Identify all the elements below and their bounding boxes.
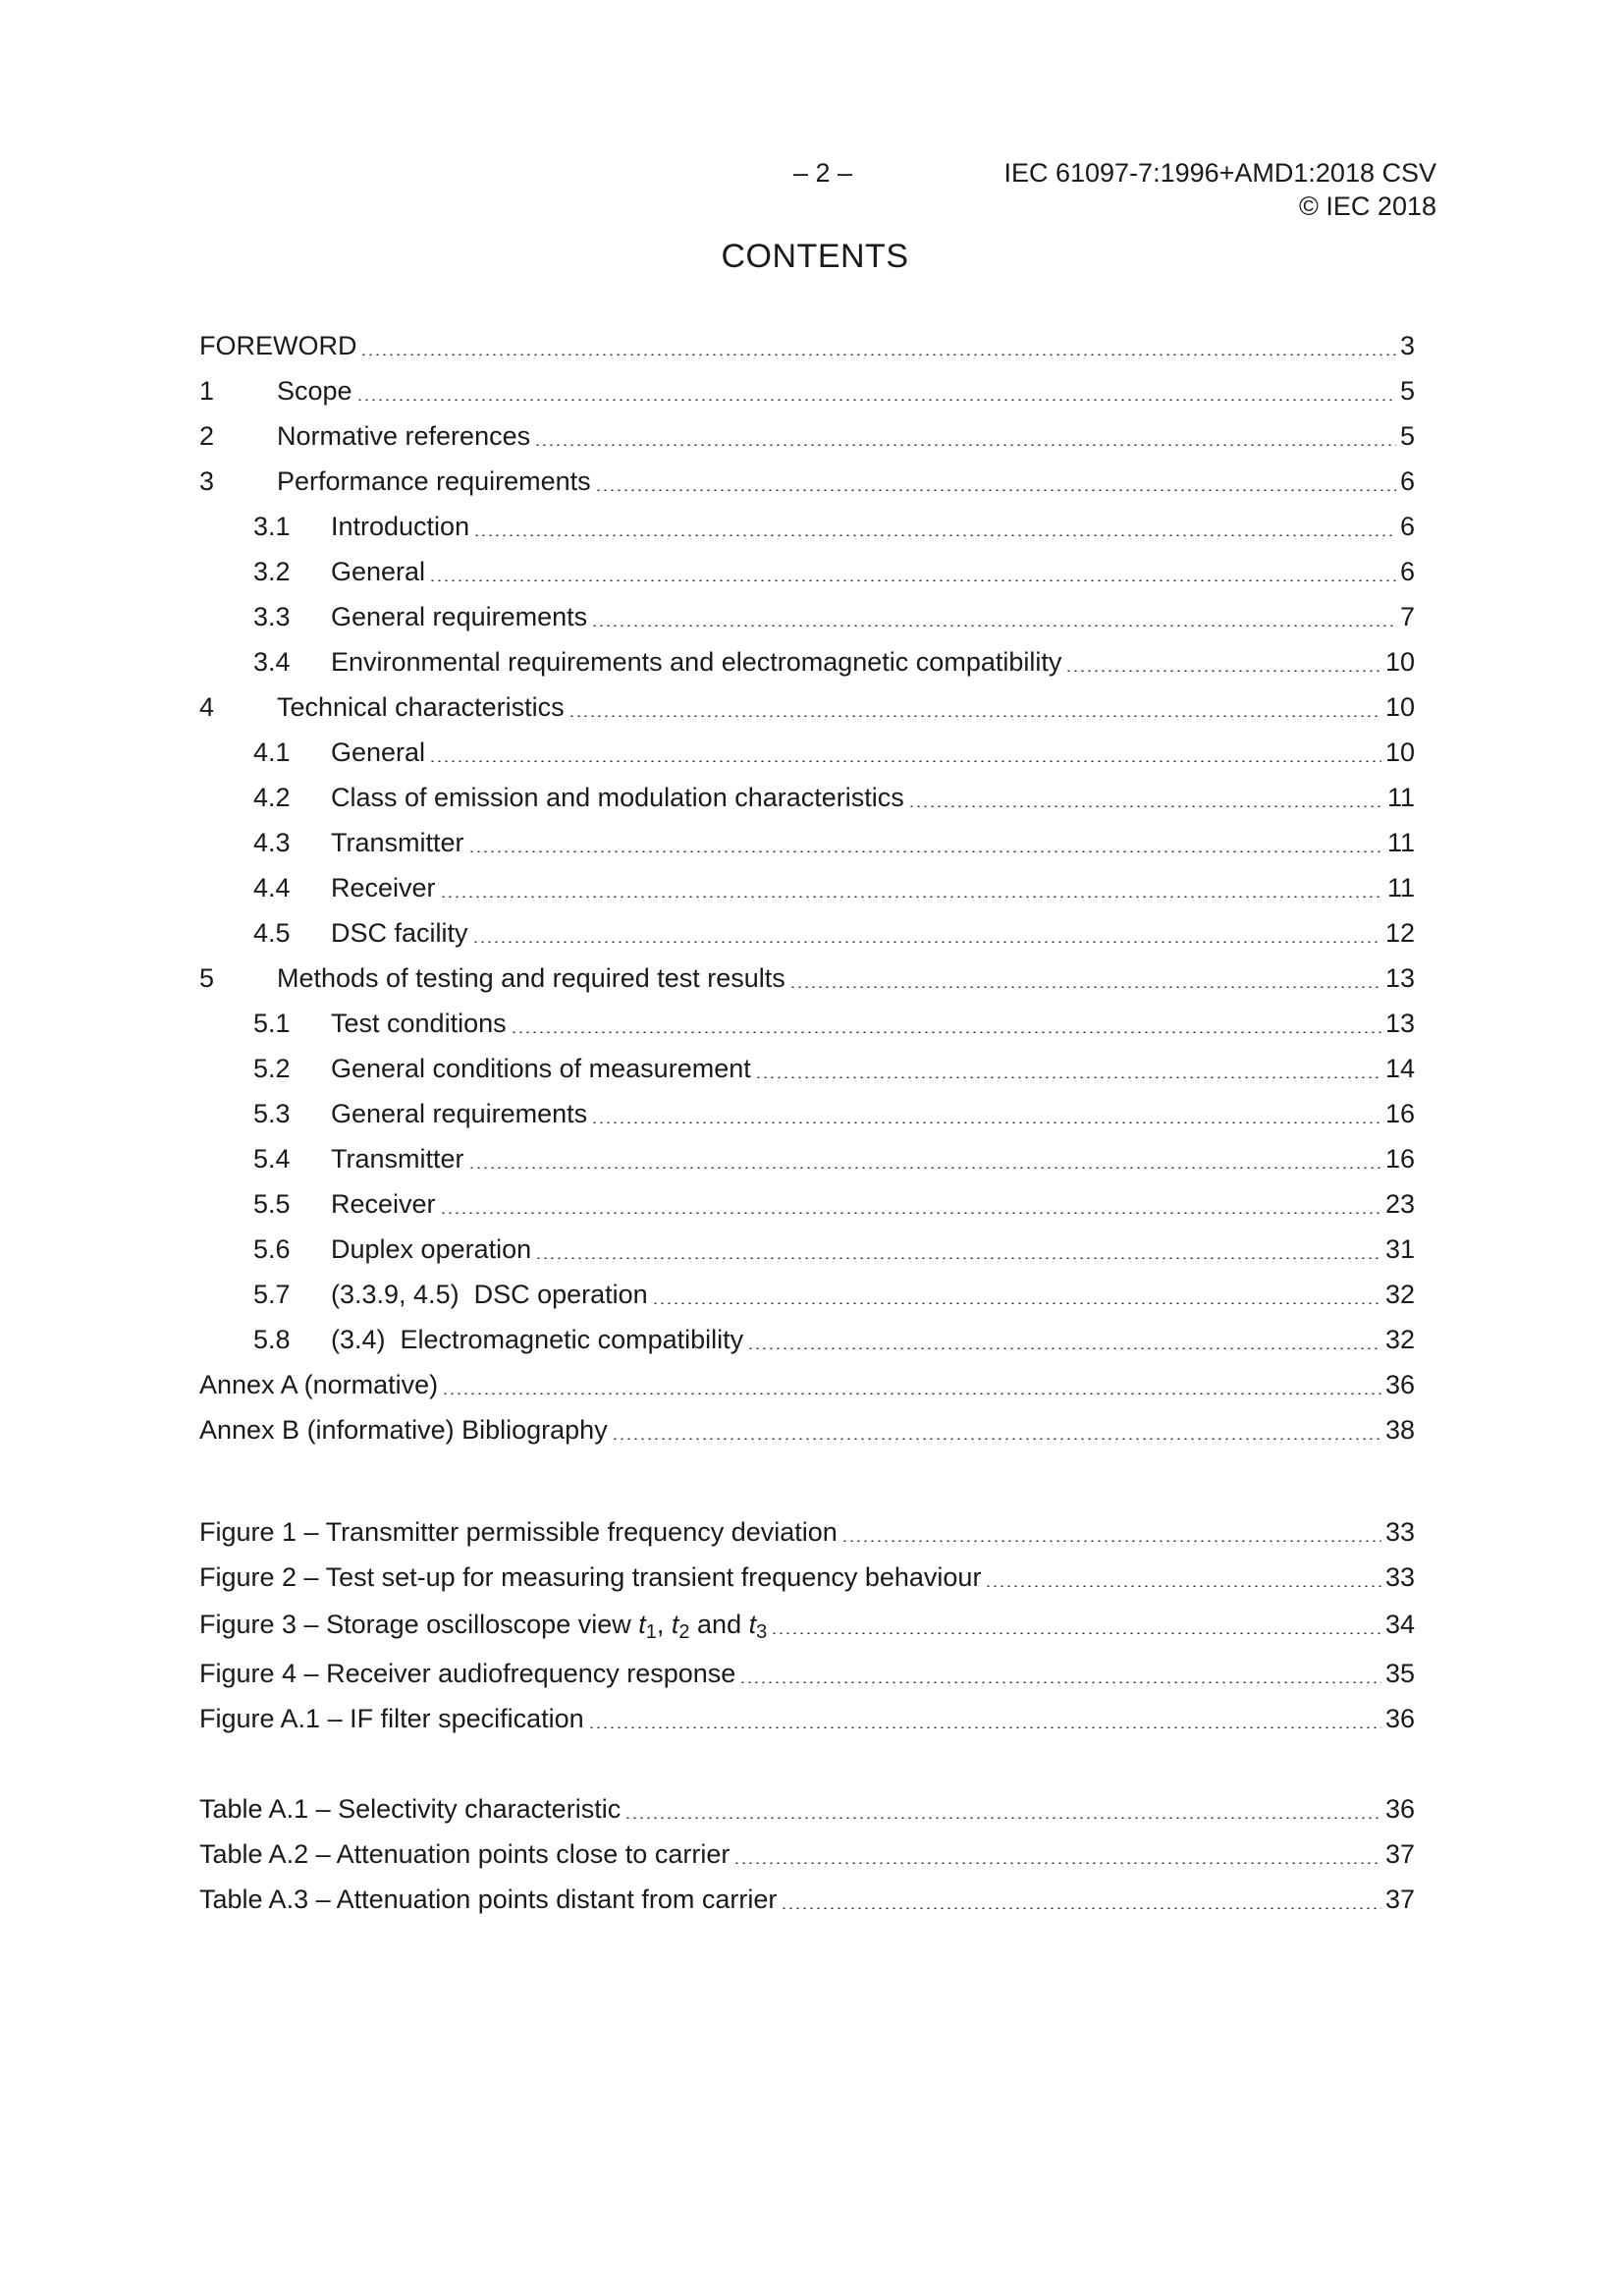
toc-entry-section-5-2[interactable] [199,1047,1415,1086]
toc-entry-section-3[interactable] [199,460,1415,499]
toc-entry-label: Figure 3 – Storage oscilloscope view $t_1$, $t_2$ and $t_3$ [199,1610,768,1643]
toc-entry-label: Receiver [331,1189,436,1219]
dot-leader [534,444,1396,446]
toc-entry-table-a3[interactable] [199,1878,1415,1917]
toc-entry-section-4-5[interactable] [199,911,1415,951]
toc-entry-page: 11 [1386,828,1415,857]
toc-entry-label: Normative references [277,421,531,451]
toc-entry-figure-4[interactable] [199,1652,1415,1691]
toc-entry-section-3-1[interactable] [199,505,1415,544]
toc-entry-page: 14 [1384,1054,1415,1083]
dot-leader [652,1302,1381,1304]
toc-entry-figure-1[interactable] [199,1510,1415,1550]
toc-entry-section-5-3[interactable] [199,1092,1415,1131]
toc-entry-page: 38 [1384,1415,1415,1445]
toc-entry-table-a1[interactable] [199,1787,1415,1827]
dot-leader [473,534,1396,536]
toc-entry-section-4[interactable] [199,685,1415,725]
toc-entry-number: 3 [199,466,215,496]
toc-entry-number: 4.1 [253,738,291,767]
toc-entry-figure-a1[interactable] [199,1697,1415,1736]
toc-entry-label: General [331,557,426,586]
toc-entry-number: 4.4 [253,873,291,902]
toc-entry-figure-2[interactable] [199,1556,1415,1595]
toc-entry-label: (3.3.9, 4.5) DSC operation [331,1280,648,1309]
toc-entry-number: 4.3 [253,828,291,857]
toc-entry-label: Technical characteristics [277,692,565,722]
toc-entry-section-5-7[interactable] [199,1273,1415,1312]
toc-entry-page: 33 [1384,1517,1415,1547]
toc-entry-figure-3[interactable] [199,1603,1415,1642]
dot-leader [591,625,1396,627]
dot-leader [612,1438,1381,1440]
dot-leader [588,1726,1381,1728]
copyright-notice: © IEC 2018 [1299,191,1436,221]
toc-entry-number: 4.5 [253,918,291,948]
toc-entry-page: 12 [1384,918,1415,948]
toc-entry-section-4-1[interactable] [199,731,1415,770]
toc-entry-section-3-3[interactable] [199,595,1415,634]
toc-entry-section-5-5[interactable] [199,1182,1415,1222]
toc-entry-label: Transmitter [331,1144,464,1174]
toc-entry-page: 32 [1384,1280,1415,1309]
toc-entry-page: 36 [1384,1704,1415,1733]
toc-entry-number: 5 [199,963,215,993]
toc-entry-page: 10 [1384,647,1415,677]
dot-leader [468,850,1383,852]
toc-entry-label: Table A.1 – Selectivity characteristic [199,1794,622,1824]
dot-leader [429,760,1381,762]
dot-leader [747,1347,1381,1349]
toc-entry-number: 2 [199,421,215,451]
toc-entry-label: (3.4) Electromagnetic compatibility [331,1325,744,1354]
toc-entry-section-1[interactable] [199,369,1415,409]
dot-leader [781,1907,1381,1909]
dot-leader [1065,670,1381,672]
toc-entry-page: 10 [1384,692,1415,722]
toc-entry-page: 11 [1386,783,1415,812]
toc-entry-number: 3.2 [253,557,291,586]
toc-entry-page: 16 [1384,1099,1415,1128]
toc-entry-section-5-1[interactable] [199,1002,1415,1041]
toc-entry-number: 5.8 [253,1325,291,1354]
toc-entry-page: 31 [1384,1234,1415,1264]
toc-entry-page: 7 [1399,602,1415,631]
toc-entry-section-5-6[interactable] [199,1228,1415,1267]
dot-leader [985,1585,1381,1587]
toc-entry-label: Performance requirements [277,466,591,496]
dot-leader [568,715,1381,717]
toc-entry-page: 3 [1399,331,1415,360]
toc-entry-page: 33 [1384,1562,1415,1592]
toc-entry-label: Figure 1 – Transmitter permissible frequency deviation [199,1517,838,1547]
toc-entry-page: 10 [1384,738,1415,767]
toc-entry-number: 5.2 [253,1054,291,1083]
dot-leader [739,1681,1381,1683]
toc-entry-label: Transmitter [331,828,464,857]
dot-leader [908,805,1383,807]
toc-entry-foreword[interactable] [199,324,1415,363]
toc-entry-section-5[interactable] [199,957,1415,996]
toc-entry-page: 13 [1384,963,1415,993]
toc-entry-label: Scope [277,376,352,406]
dot-leader [429,579,1396,581]
toc-entry-page: 5 [1399,421,1415,451]
toc-entry-section-4-3[interactable] [199,821,1415,860]
toc-entry-label: Annex A (normative) [199,1370,439,1399]
toc-entry-page: 6 [1399,466,1415,496]
toc-entry-table-a2[interactable] [199,1832,1415,1872]
toc-entry-label: General requirements [331,602,588,631]
dot-leader [755,1076,1381,1078]
dot-leader [472,941,1381,943]
toc-entry-number: 5.5 [253,1189,291,1219]
toc-entry-label: Test conditions [331,1009,507,1038]
toc-entry-page: 37 [1384,1885,1415,1914]
toc-entry-label: Environmental requirements and electromagnetic compatibility [331,647,1062,677]
dot-leader [733,1862,1381,1864]
toc-entry-label: DSC facility [331,918,468,948]
dot-leader [360,354,1395,355]
toc-entry-label: Annex B (informative) Bibliography [199,1415,608,1445]
toc-entry-label: Class of emission and modulation characteristics [331,783,904,812]
toc-entry-page: 13 [1384,1009,1415,1038]
dot-leader [841,1540,1381,1542]
toc-entry-number: 5.6 [253,1234,291,1264]
toc-entry-page: 16 [1384,1144,1415,1174]
toc-entry-number: 5.7 [253,1280,291,1309]
toc-entry-label: Figure 2 – Test set-up for measuring transient frequency behaviour [199,1562,982,1592]
toc-entry-page: 6 [1399,512,1415,541]
dot-leader [442,1393,1381,1394]
dot-leader [468,1167,1381,1169]
toc-entry-label: General requirements [331,1099,588,1128]
toc-entry-number: 3.3 [253,602,291,631]
dot-leader [511,1031,1381,1033]
toc-entry-section-3-2[interactable] [199,550,1415,589]
dot-leader [440,896,1383,898]
dot-leader [624,1817,1381,1819]
toc-entry-number: 5.4 [253,1144,291,1174]
dot-leader [771,1632,1381,1634]
toc-entry-number: 4.2 [253,783,291,812]
toc-entry-label: Methods of testing and required test results [277,963,785,993]
toc-entry-number: 1 [199,376,215,406]
toc-entry-label: Receiver [331,873,436,902]
toc-entry-label: General [331,738,426,767]
toc-entry-label: General conditions of measurement [331,1054,751,1083]
toc-entry-page: 34 [1384,1610,1415,1639]
toc-entry-label: Duplex operation [331,1234,532,1264]
toc-entry-section-5-4[interactable] [199,1137,1415,1176]
toc-entry-label: Table A.3 – Attenuation points distant from carrier [199,1885,778,1914]
dot-leader [595,489,1396,491]
toc-entry-number: 3.4 [253,647,291,677]
dot-leader [356,399,1396,401]
toc-entry-label: Figure A.1 – IF filter specification [199,1704,584,1733]
document-id: IEC 61097-7:1996+AMD1:2018 CSV [1003,158,1436,188]
toc-entry-page: 35 [1384,1659,1415,1688]
toc-entry-page: 37 [1384,1839,1415,1869]
toc-entry-page: 5 [1399,376,1415,406]
toc-entry-section-2[interactable] [199,414,1415,454]
toc-entry-label: Figure 4 – Receiver audiofrequency response [199,1659,736,1688]
toc-entry-label: Introduction [331,512,470,541]
toc-entry-section-4-4[interactable] [199,866,1415,905]
toc-entry-page: 11 [1386,873,1415,902]
dot-leader [789,986,1381,988]
toc-entry-label: FOREWORD [199,331,357,360]
toc-entry-page: 6 [1399,557,1415,586]
toc-entry-annex-b[interactable] [199,1408,1415,1448]
toc-entry-page: 32 [1384,1325,1415,1354]
toc-entry-section-4-2[interactable] [199,776,1415,815]
dot-leader [591,1121,1381,1123]
toc-entry-section-3-4[interactable] [199,640,1415,680]
toc-entry-number: 3.1 [253,512,291,541]
toc-entry-section-5-8[interactable] [199,1318,1415,1357]
toc-entry-number: 4 [199,692,215,722]
toc-entry-number: 5.1 [253,1009,291,1038]
dot-leader [440,1212,1381,1214]
toc-entry-annex-a[interactable] [199,1363,1415,1402]
dot-leader [535,1257,1381,1259]
toc-entry-page: 36 [1384,1370,1415,1399]
toc-entry-number: 5.3 [253,1099,291,1128]
toc-entry-page: 36 [1384,1794,1415,1824]
contents-title: CONTENTS [721,238,909,275]
toc-entry-page: 23 [1384,1189,1415,1219]
toc-entry-label: Table A.2 – Attenuation points close to carrier [199,1839,730,1869]
page-number: – 2 – [792,158,853,188]
